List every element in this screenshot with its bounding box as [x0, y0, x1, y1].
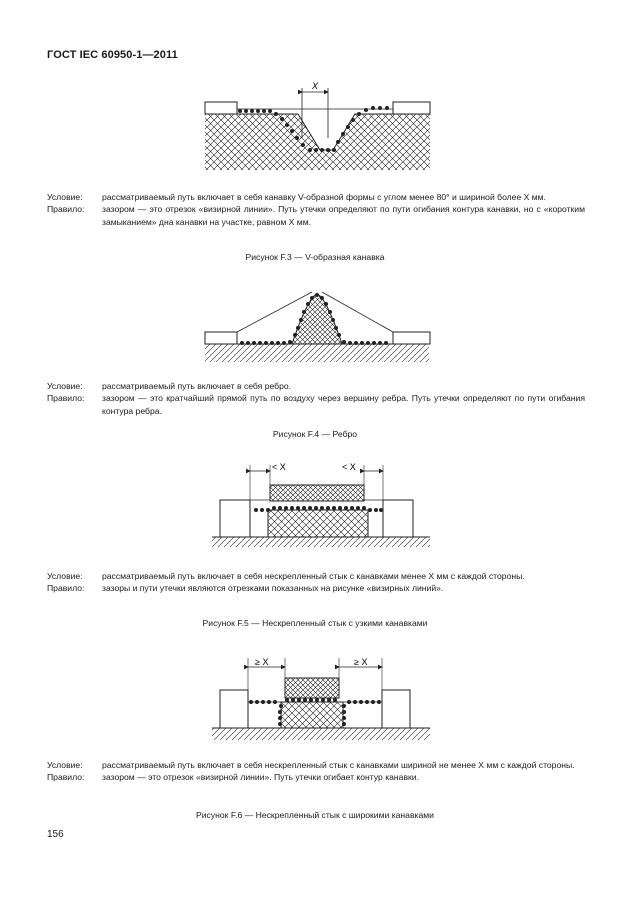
condition-text: рассматриваемый путь включает в себя ребро. [102, 381, 292, 391]
figure-f5-narrow-grooves [208, 455, 433, 555]
figure-caption: Рисунок F.3 — V-образная канавка [245, 252, 385, 262]
figure-f5-text [47, 570, 585, 595]
condition-text: рассматриваемый путь включает в себя нескрепленный стык с канавками менее X мм с каждой стороны. [102, 571, 525, 581]
dim-right-label: < X [342, 462, 356, 472]
figure-caption: Рисунок F.4 — Ребро [272, 429, 358, 439]
rule-label: Правило: [47, 772, 85, 783]
rule-text: зазором — это отрезок «визирной линии». Путь утечки определяют по пути огибания контура канавки, но с «коротким замыканием» дна канавки на участке, равном X мм. [102, 204, 585, 227]
rule-label: Правило: [47, 393, 85, 404]
figure-f6-text [47, 759, 585, 784]
dim-left-label: ≥ X [255, 657, 269, 667]
figure-f3-text [47, 191, 585, 228]
condition-label: Условие: [47, 571, 83, 581]
figure-caption: Рисунок F.5 — Нескрепленный стык с узкими канавками [202, 618, 428, 628]
figure-f6-wide-grooves [208, 650, 433, 750]
rule-label: Правило: [47, 204, 85, 215]
document-header: ГОСТ IEC 60950-1—2011 [47, 49, 178, 61]
condition-label: Условие: [47, 192, 83, 202]
rule-text: зазоры и пути утечки являются отрезками показанных на рисунке «визирных линий». [102, 583, 444, 594]
condition-label: Условие: [47, 381, 83, 391]
page-number: 156 [47, 829, 64, 840]
condition-label: Условие: [47, 760, 83, 770]
condition-text: рассматриваемый путь включает в себя нескрепленный стык с канавками шириной не менее X мм с каждой стороны. [102, 760, 575, 770]
dim-x-label: X [312, 81, 319, 91]
rule-text: зазором — это отрезок «визирной линии». Путь утечки огибает контур канавки. [102, 772, 419, 783]
rule-label: Правило: [47, 583, 85, 594]
figure-f4-rib [200, 282, 435, 367]
figure-f3-v-groove [200, 78, 435, 178]
figure-f4-text [47, 380, 585, 417]
condition-text: рассматриваемый путь включает в себя канавку V-образной формы с углом менее 80° и шириной более X мм. [102, 192, 546, 202]
figure-caption: Рисунок F.6 — Нескрепленный стык с широкими канавками [196, 810, 434, 820]
dim-right-label: ≥ X [354, 657, 368, 667]
dim-left-label: < X [272, 462, 286, 472]
rule-text: зазором — это кратчайший прямой путь по воздуху через вершину ребра. Путь утечки определяют по пути огибания контура ребра. [102, 393, 585, 416]
